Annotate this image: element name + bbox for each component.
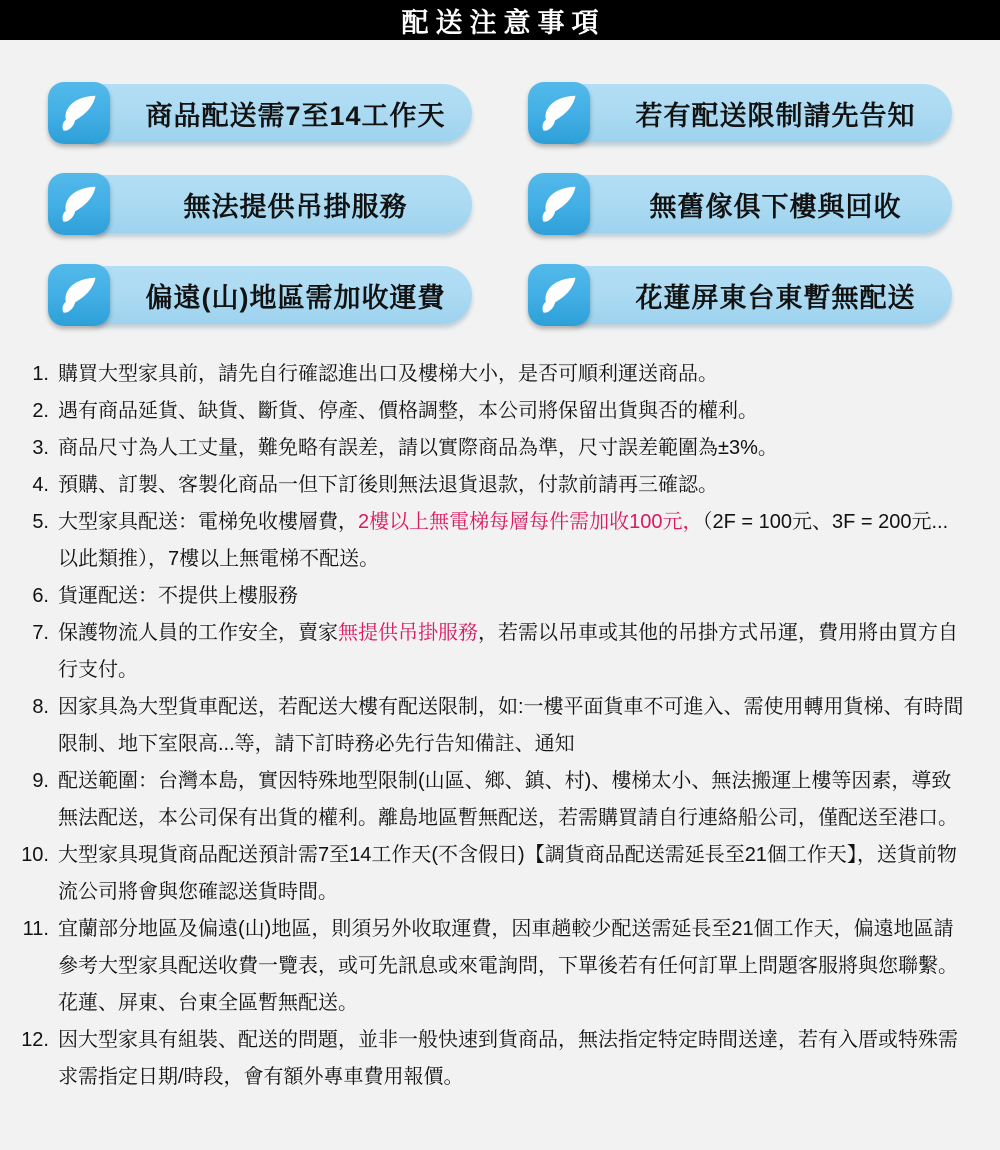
leaf-icon — [528, 173, 590, 235]
badge-pill — [75, 175, 472, 233]
note-highlight: 無提供吊掛服務 — [338, 622, 478, 644]
badge-label: 無舊傢俱下樓與回收 — [649, 191, 902, 222]
note-text — [58, 578, 964, 615]
note-number: 7. — [32, 622, 49, 644]
header-bar — [0, 0, 1000, 40]
note-segment: 配送範圍：台灣本島，實因特殊地型限制(山區、鄉、鎮、村)、樓梯太小、無法搬運上樓等因素，導致無法配送，本公司保有出貨的權利。離島地區暫無配送，若需購買請自行連絡船公司，僅配送至港口。 — [58, 770, 958, 829]
page-title: 配送注意事項 — [401, 7, 606, 38]
note-segment: 貨運配送：不提供上樓服務 — [58, 585, 298, 607]
delivery-badge — [528, 264, 952, 326]
note-item — [12, 615, 964, 689]
note-text — [58, 393, 964, 430]
badge-pill — [75, 84, 472, 142]
note-number: 10. — [21, 844, 49, 866]
note-number: 11. — [22, 918, 49, 940]
delivery-badge — [528, 173, 952, 235]
note-item — [12, 356, 964, 393]
note-segment: 購買大型家具前，請先自行確認進出口及樓梯大小，是否可順利運送商品。 — [58, 363, 718, 385]
badge-grid — [48, 82, 952, 326]
delivery-badge — [48, 264, 472, 326]
note-item — [12, 763, 964, 837]
note-number: 8. — [32, 696, 49, 718]
note-number: 6. — [32, 585, 49, 607]
note-text — [58, 911, 964, 1022]
badge-label: 無法提供吊掛服務 — [183, 191, 408, 222]
note-segment: 宜蘭部分地區及偏遠(山)地區，則須另外收取運費，因車趟較少配送需延長至21個工作天，偏遠地區請參考大型家具配送收費一覽表，或可先訊息或來電詢問，下單後若有任何訂單上問題客服將與您聯繫。花蓮、屏東、台東全區暫無配送。 — [58, 918, 958, 1014]
note-item — [12, 837, 964, 911]
note-text — [58, 837, 964, 911]
note-number: 4. — [32, 474, 49, 496]
note-number: 12. — [21, 1029, 49, 1051]
note-text — [58, 467, 964, 504]
note-text — [58, 504, 964, 578]
note-item — [12, 430, 964, 467]
note-text — [58, 356, 964, 393]
note-text — [58, 763, 964, 837]
note-text — [58, 689, 964, 763]
note-segment: 商品尺寸為人工丈量，難免略有誤差，請以實際商品為準，尺寸誤差範圍為±3%。 — [58, 437, 778, 459]
leaf-icon — [528, 264, 590, 326]
badge-label: 偏遠(山)地區需加收運費 — [145, 282, 446, 313]
note-segment: 大型家具配送：電梯免收樓層費， — [58, 511, 358, 533]
note-segment: 預購、訂製、客製化商品一但下訂後則無法退貨退款，付款前請再三確認。 — [58, 474, 718, 496]
note-text — [58, 1022, 964, 1096]
leaf-icon — [528, 82, 590, 144]
note-segment: （2F = 100元、3F = 200元...以此類推），7樓以上無電梯不配送。 — [58, 511, 949, 570]
note-item — [12, 393, 964, 430]
note-number: 2. — [32, 400, 49, 422]
note-item — [12, 578, 964, 615]
leaf-icon — [48, 82, 110, 144]
badge-label: 商品配送需7至14工作天 — [145, 100, 446, 131]
badge-pill — [555, 175, 952, 233]
badge-pill — [75, 266, 472, 324]
delivery-badge — [48, 82, 472, 144]
note-item — [12, 504, 964, 578]
note-segment: 遇有商品延貨、缺貨、斷貨、停產、價格調整，本公司將保留出貨與否的權利。 — [58, 400, 758, 422]
note-segment: 大型家具現貨商品配送預計需7至14工作天(不含假日)【調貨商品配送需延長至21個工作天】，送貨前物流公司將會與您確認送貨時間。 — [58, 844, 957, 903]
note-item — [12, 911, 964, 1022]
note-number: 3. — [32, 437, 49, 459]
note-highlight: 2樓以上無電梯每層每件需加收100元， — [358, 511, 703, 533]
delivery-badge — [48, 173, 472, 235]
leaf-icon — [48, 264, 110, 326]
note-number: 9. — [32, 770, 49, 792]
note-item — [12, 1022, 964, 1096]
delivery-badge — [528, 82, 952, 144]
note-segment: 因大型家具有組裝、配送的問題，並非一般快速到貨商品，無法指定特定時間送達，若有入厝或特殊需求需指定日期/時段，會有額外專車費用報價。 — [58, 1029, 958, 1088]
note-segment: 因家具為大型貨車配送，若配送大樓有配送限制，如:一樓平面貨車不可進入、需使用轉用貨梯、有時間限制、地下室限高...等，請下訂時務必先行告知備註、通知 — [58, 696, 964, 755]
leaf-icon — [48, 173, 110, 235]
badge-label: 花蓮屏東台東暫無配送 — [635, 282, 916, 313]
note-item — [12, 467, 964, 504]
notes-list — [12, 356, 964, 1096]
note-segment: 保護物流人員的工作安全，賣家 — [58, 622, 338, 644]
note-number: 5. — [32, 511, 49, 533]
badge-pill — [555, 266, 952, 324]
note-text — [58, 430, 964, 467]
note-item — [12, 689, 964, 763]
note-number: 1. — [32, 363, 49, 385]
badge-label: 若有配送限制請先告知 — [635, 100, 916, 131]
note-text — [58, 615, 964, 689]
note-segment: ，若需以吊車或其他的吊掛方式吊運，費用將由買方自行支付。 — [58, 622, 958, 681]
badge-pill — [555, 84, 952, 142]
